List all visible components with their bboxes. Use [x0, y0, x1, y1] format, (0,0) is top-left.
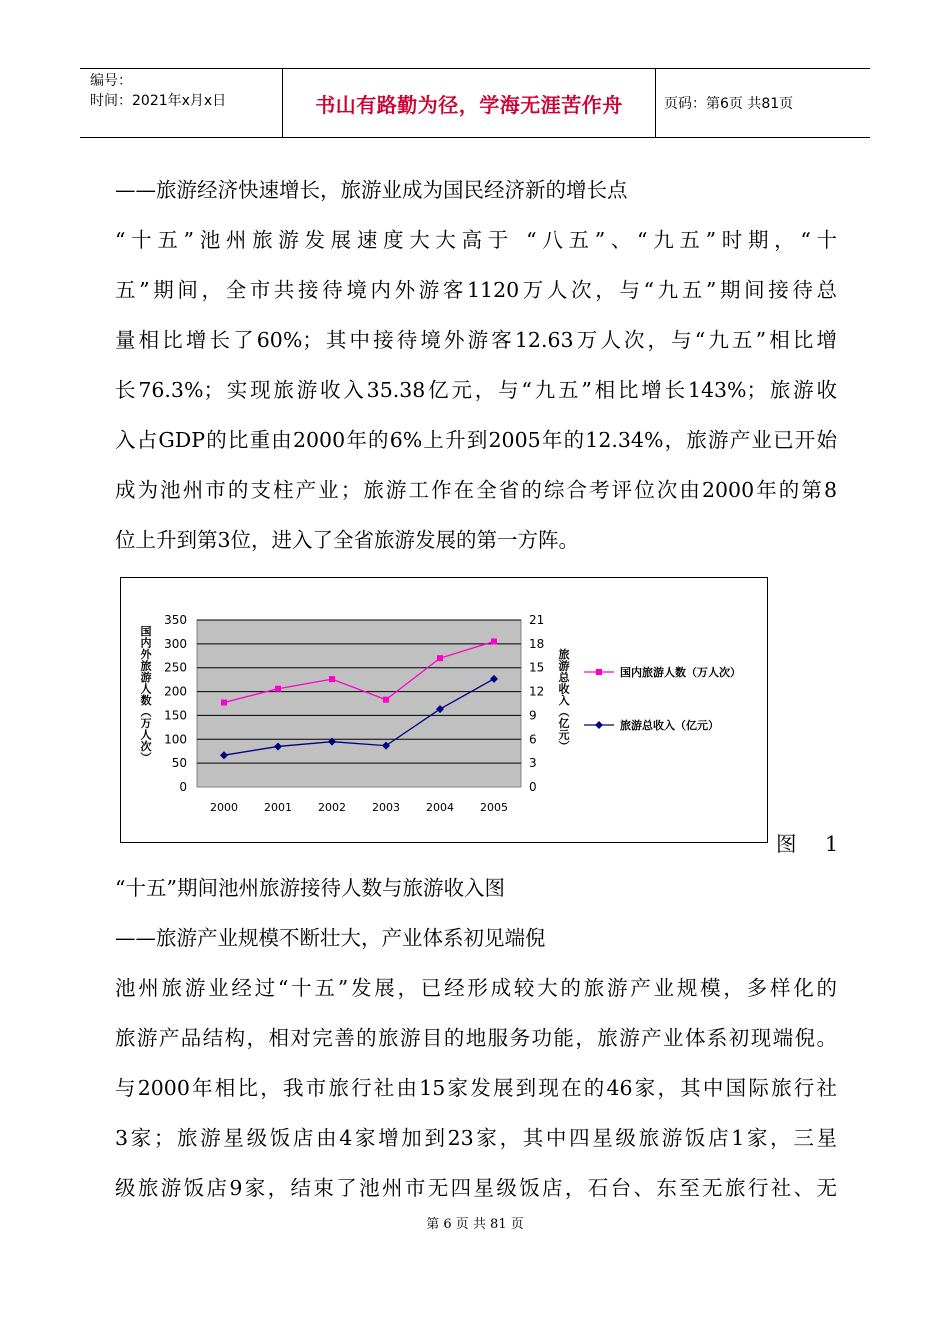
legend-label: 旅游总收入（亿元） [620, 719, 719, 732]
y-tick-label-right: 21 [529, 613, 545, 627]
data-point-square [329, 676, 335, 682]
figure-caption: “十五”期间池州旅游接待人数与旅游收入图 [115, 876, 505, 900]
data-point-square [221, 700, 227, 706]
x-tick-label: 2003 [372, 801, 400, 814]
paragraph-line: 入占GDP的比重由2000年的6%上升到2005年的12.34%，旅游产业已开始 [115, 428, 837, 452]
legend-marker [596, 669, 602, 675]
document-header [80, 68, 870, 138]
paragraph-line: 旅游产品结构，相对完善的旅游目的地服务功能，旅游产业体系初现端倪。 [115, 1026, 837, 1050]
paragraph-line: “十五”池州旅游发展速度大大高于 “八五”、“九五”时期，“十 [115, 228, 837, 252]
paragraph-line: 成为池州市的支柱产业；旅游工作在全省的综合考评位次由2000年的第8 [115, 478, 837, 502]
paragraph-line: 与2000年相比，我市旅行社由15家发展到现在的46家，其中国际旅行社 [115, 1076, 837, 1100]
date-label: 时间：2021年x月x日 [90, 93, 227, 109]
y-tick-label-left: 150 [164, 708, 187, 723]
header-page-info: 页码：第6页 共81页 [664, 96, 794, 112]
y-tick-label-left: 300 [164, 636, 187, 651]
y-tick-label-left: 0 [179, 780, 187, 794]
y-tick-label-left: 200 [164, 684, 187, 699]
x-tick-label: 2001 [264, 801, 292, 814]
x-tick-label: 2000 [210, 801, 238, 814]
x-tick-label: 2005 [480, 801, 508, 814]
paragraph-line: 量相比增长了60%；其中接待境外游客12.63万人次，与“九五”相比增 [115, 328, 837, 352]
y-tick-label-left: 250 [164, 660, 187, 675]
data-point-square [383, 697, 389, 703]
plot-area [197, 620, 521, 787]
y-tick-label-right: 6 [529, 732, 537, 747]
y-tick-label-right: 18 [529, 636, 545, 651]
y-axis-title-right: 旅游总收入︵亿元︶ [558, 648, 570, 753]
figure-index: 1 [824, 832, 838, 856]
paragraph-line: 3家；旅游星级饭店由4家增加到23家，其中四星级旅游饭店1家，三星 [115, 1126, 837, 1150]
y-tick-label-right: 9 [529, 708, 537, 723]
page-footer: 第 6 页 共 81 页 [426, 1217, 524, 1232]
x-tick-label: 2004 [426, 801, 454, 814]
figure-word: 图 [776, 832, 797, 856]
legend-marker [595, 721, 603, 729]
y-tick-label-right: 3 [529, 756, 537, 771]
y-tick-label-left: 50 [171, 756, 187, 771]
y-tick-label-right: 12 [529, 684, 545, 699]
paragraph-line: 级旅游饭店9家，结束了池州市无四星级饭店，石台、东至无旅行社、无 [115, 1176, 837, 1200]
y-tick-label-right: 15 [529, 660, 545, 675]
figure-number [776, 832, 838, 856]
section-heading: ——旅游产业规模不断壮大，产业体系初见端倪 [115, 926, 546, 950]
paragraph-line: 五”期间，全市共接待境内外游客1120万人次，与“九五”期间接待总 [115, 278, 837, 302]
paragraph-line: 长76.3%；实现旅游收入35.38亿元，与“九五”相比增长143%；旅游收 [115, 378, 837, 402]
number-label: 编号： [90, 73, 132, 89]
data-point-square [491, 638, 497, 644]
x-tick-label: 2002 [318, 801, 346, 814]
paragraph-line: 位上升到第3位，进入了全省旅游发展的第一方阵。 [115, 528, 580, 552]
data-point-square [275, 686, 281, 692]
data-point-square [437, 655, 443, 661]
header-motto: 书山有路勤为径，学海无涯苦作舟 [283, 69, 656, 137]
section-heading: ——旅游经济快速增长，旅游业成为国民经济新的增长点 [115, 178, 628, 202]
header-meta [80, 69, 283, 137]
paragraph-line: 池州旅游业经过“十五”发展，已经形成较大的旅游产业规模，多样化的 [115, 976, 837, 1000]
y-axis-title-left: 国内外旅游人数︵万人次︶ [140, 625, 152, 765]
y-tick-label-left: 100 [164, 732, 187, 747]
y-tick-label-right: 0 [529, 780, 537, 794]
line-chart [121, 578, 769, 844]
legend-label: 国内旅游人数（万人次） [620, 666, 741, 679]
chart-figure [120, 577, 768, 843]
y-tick-label-left: 350 [164, 613, 187, 627]
